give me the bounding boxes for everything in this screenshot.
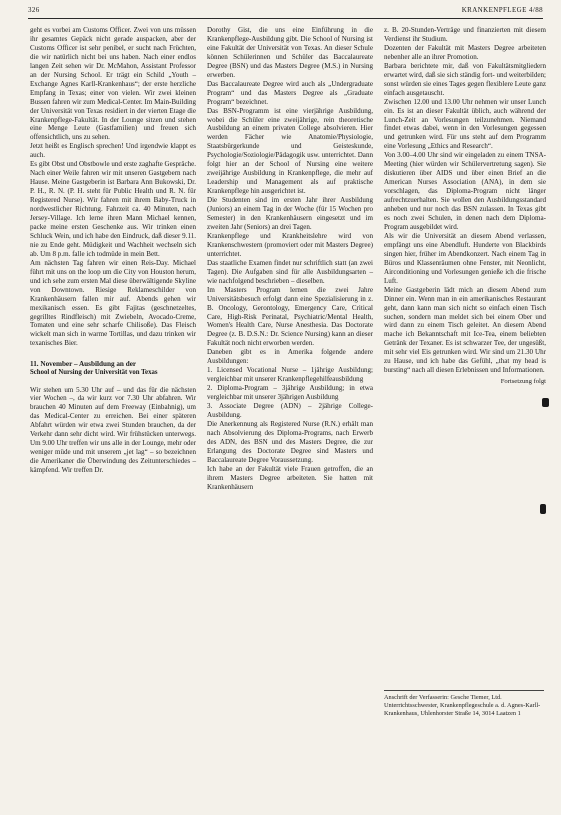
column-1 <box>30 26 196 475</box>
running-header <box>28 6 543 18</box>
paragraph: Krankenpflege und Krankheitslehre wird von Krankenschwestern (promoviert oder mit Masters Degree) unterrichtet. <box>207 231 373 258</box>
paragraph: Das BSN-Programm ist eine vierjährige Ausbildung, wobei die Schüler eine zweijährige, rein theoretische Ausbildung an einem privaten College absolvieren. Hier werden Fächer wie Anatomie/Physiologie, Staatsbürgerkunde und Geisteskunde, Psychologie/Soziologie/Pädagogik usw. unterrichtet. Dann folgt hier an der School of Nursing eine weitere zweijährige Ausbildung in Krankenpflege, die mehr auf Leadership und Management als auf praktische Krankenpflege hin ausgerichtet ist. <box>207 106 373 196</box>
paragraph: Daneben gibt es in Amerika folgende andere Ausbildungen: <box>207 348 373 366</box>
list-item: 2. Diploma-Program – 3jährige Ausbildung; in etwa vergleichbar mit unserer 3jährigen Ausbildung <box>207 384 373 402</box>
scan-speck <box>542 398 549 407</box>
paragraph: Wir stehen um 5.30 Uhr auf – und das für die nächsten vier Wochen –, da wir kurz vor 7.30 Uhr abfahren. Wir brauchen 40 Minuten auf dem Freeway (Einbahnig), um das Medical-Center zu erreichen. Bei einer späteren Abfahrt würden wir etwa zwei Stunden brauchen, da der Verkehr dann sehr dicht wird. Wir frühstücken unterwegs. Um 9.00 Uhr treffen wir uns alle in der Lounge, mehr oder weniger müde und mit unserem „jet lag“ – so bezeichnen die Amerikaner die Überwindung des Zeitunterschiedes – kämpfend. Wir treffen Dr. <box>30 385 197 475</box>
author-address: Anschrift der Verfasserin: Gesche Tiemer, Ltd. Unterrichtsschwester, Krankenpflegeschule a. d. Agnes-Karll-Krankenhaus, Uhlenhorster Straße 14, 3014 Laatzen 1 <box>384 690 544 718</box>
page-number: 326 <box>28 6 40 14</box>
paragraph: geht es vorbei am Customs Officer. Zwei von uns müssen ihr gesamtes Gepäck nicht gerade auspacken, aber der Customs Officer ist sehr penibel, er sucht nach Früchten, die wir natürlich nicht bei uns haben. Nach einer endlos langen Zeit sehen wir Dr. McMahon, Assistant Professor an der Nursing School. Er trägt ein Schild „Youth – Exchange Agnes Karll-Krankenhaus“; der erste herzliche Empfang in Texas; einer von vielen. Wir zwei kleinen Bussen fahren wir zum Medical-Center. Im Main-Building der Universität von Texas residiert in der vierten Etage die Krankenpflege-Fakultät. In der Lounge sitzen und stehen eine Menge Leute (Gastfamilien) und freuen sich offensichtlich, uns zu sehen. <box>30 26 196 142</box>
paragraph: Zwischen 12.00 und 13.00 Uhr nehmen wir unser Lunch ein. Es ist an dieser Fakultät üblich, auch während der Lunch-Zeit an Vorlesungen teilzunehmen. Niemand findet etwas dabei, wenn in den Vorlesungen gegessen und getrunken wird. Für uns steht auf dem Programm eine Vorlesung „Ethics and Research“. <box>384 97 546 151</box>
paragraph: Es gibt Obst und Obstbowle und erste zaghafte Gespräche. Nach einer Weile fahren wir mit unseren Gastgebern nach Hause. Meine Gastgeberin ist Barbara Ann Bukowski, Dr. P. H., R. N. (P. H. steht für Public Health und R. N. für Registered Nurse). Wir fahren mit ihrem Baby-Truck in nordwestlicher Richtung. Fahrzeit ca. 40 Minuten, nach Jersey-Village. Ich lerne ihren Mann Michael kennen, packe meine ersten Geschenke aus. Wir trinken einen Schluck Wein, und ich habe den Eindruck, daß dieser 9.11. nie zu Ende geht. Müdigkeit und Wachheit wechseln sich ab. Um 8 p.m. falle ich todmüde in mein Bett. <box>30 160 196 258</box>
continued-note: Fortsetzung folgt <box>500 378 546 386</box>
section-heading: 11. November – Ausbildung an der <box>30 360 137 369</box>
column-2 <box>207 26 373 492</box>
list-item: 1. Licensed Vocational Nurse – 1jährige Ausbildung; vergleichbar mit unserer Krankenpflegehilfeausbildung <box>207 366 373 384</box>
paragraph: Im Masters Program lernen die zwei Jahre Universitätsbesuch erfolgt dann eine Spezialisierung in z. B. Oncology, Gerontology, Emergency Care, Critical Care, High-Risk Perinatal, Psychiatric/Mental Health, Women's Health Care, Nurse Anesthesia. Das Doctorate Degree (z. B. D.S.N.: Dr. Science Nursing) kann an dieser Fakultät noch nicht erworben werden. <box>207 285 373 348</box>
header-rule <box>28 18 543 19</box>
paragraph: Am nächsten Tag fahren wir einen Reis-Day. Michael führt mit uns on the loop um die City von Houston herum, und ich sehe zum ersten Mal diese überwältigende Skyline von Downtown. Riesige Reklameschilder von Krankenhäusern fallen mir auf. Abends gehen wir mexikanisch essen. Es gibt Fajitas (geschnetzeltes, gegrilltes Rindfleisch) mit Zwiebeln, Avocado-Creme, Tomaten und eine sehr scharfe Chilisoße). Das Fleisch wickelt man sich in warme Tortillas, und dazu trinken wir texanisches Bier. <box>30 258 196 348</box>
paragraph: z. B. 20-Stunden-Verträge und finanzierten mit diesem Verdienst ihr Studium. <box>384 26 546 43</box>
paragraph: Ich habe an der Fakultät viele Frauen getroffen, die an ihrem Masters Degree arbeiteten. Sie hatten mit Krankenhäusern <box>207 464 373 491</box>
column-3 <box>384 26 546 387</box>
section-subheading: School of Nursing der Universität von Texas <box>30 368 158 376</box>
paragraph: Das Baccalaureate Degree wird auch als „Undergraduate Program“ und das Masters Degree als „Graduate Program“ bezeichnet. <box>207 79 373 106</box>
list-item: 3. Associate Degree (ADN) – 2jährige College-Ausbildung. <box>207 402 373 419</box>
paragraph: Das staatliche Examen findet nur schriftlich statt (an zwei Tagen). Die Aufgaben sind für alle Ausbildungsarten – wie nachfolgend beschrieben – dieselben. <box>207 258 373 285</box>
paragraph: Jetzt heißt es Englisch sprechen! Und irgendwie klappt es auch. <box>30 142 196 160</box>
paragraph: Die Anerkennung als Registered Nurse (R.N.) erhält man nach Absolvierung des Diploma-Programs, nach Erwerb des ADN, des BSN und des Masters Degree, die zur Erlangung des Doctorate Degree sind Masters und Baccalaureate Degree Voraussetzung. <box>207 419 373 464</box>
paragraph: Dorothy Gist, die uns eine Einführung in die Krankenpflege-Ausbildung gibt. Die School of Nursing ist eine Fakultät der Universität von Texas. An dieser Schule können Schülerinnen und Schüler das Baccalaureate Degree (BSN) und das Masters Degree (M.S.) in Nursing erwerben. <box>207 26 373 79</box>
paragraph: Barbara berichtete mir, daß von Fakultätsmitgliedern erwartet wird, daß sie sich ständig fort- und weiterbilden; sonst würden sie eines Tages gegen flexiblere Leute ganz einfach ausgetauscht. <box>384 61 546 97</box>
paragraph: Meine Gastgeberin lädt mich an diesem Abend zum Dinner ein. Wenn man in ein amerikanisches Restaurant geht, dann kann man sich nicht so einfach einen Tisch suchen, sondern man meldet sich bei einem Ober und wird dann zu einem Tisch geleitet. An diesem Abend mache ich Bekanntschaft mit Ice-Tea, einem beliebten Getränk der Texaner. Es ist schwarzer Tee, der ungesüßt, mit sehr viel Eis getrunken wird. Wir sind um 21.30 Uhr zu Hause, und ich habe das Gefühl, „that my head is bursting“ nach all diesen Erlebnissen und Informationen. <box>384 285 546 375</box>
paragraph: Dozenten der Fakultät mit Masters Degree arbeiteten nebenher alle an ihrer Promotion. <box>384 43 546 61</box>
scan-speck <box>540 504 546 514</box>
paragraph: Als wir die Universität an diesem Abend verlassen, empfängt uns eine Abendluft. Hunderte von Blackbirds singen hier, früher im Abendkonzert. Nach einem Tag in Büros und Klassenräumen ohne Fenster, mit Neonlicht, Airconditioning und Vorlesungen genieße ich die frische Luft. <box>384 231 546 285</box>
journal-title: KRANKENPFLEGE 4/88 <box>461 6 543 14</box>
paragraph: Von 3.00–4.00 Uhr sind wir eingeladen zu einem TNSA-Meeting (hier würden wir Schülervertretung sagen). Sie diskutieren über AIDS und über einen Brief an die American Nurses Association (ANA), in dem sie vorschlagen, das Diploma-Program nicht länger aufrechtzuerhalten. Sie wollen den Ausbildungsstandard anheben und nur noch das BSN zulassen. In Texas gibt es noch zwei Schulen, in denen nach dem Diploma-Program ausgebildet wird. <box>384 151 546 231</box>
paragraph: Die Studenten sind im ersten Jahr ihrer Ausbildung (Juniors) an einem Tag in der Woche (für 15 Wochen pro Semester) in den Krankenhäusern eingesetzt und im zweiten Jahr (Seniors) an drei Tagen. <box>207 196 373 231</box>
